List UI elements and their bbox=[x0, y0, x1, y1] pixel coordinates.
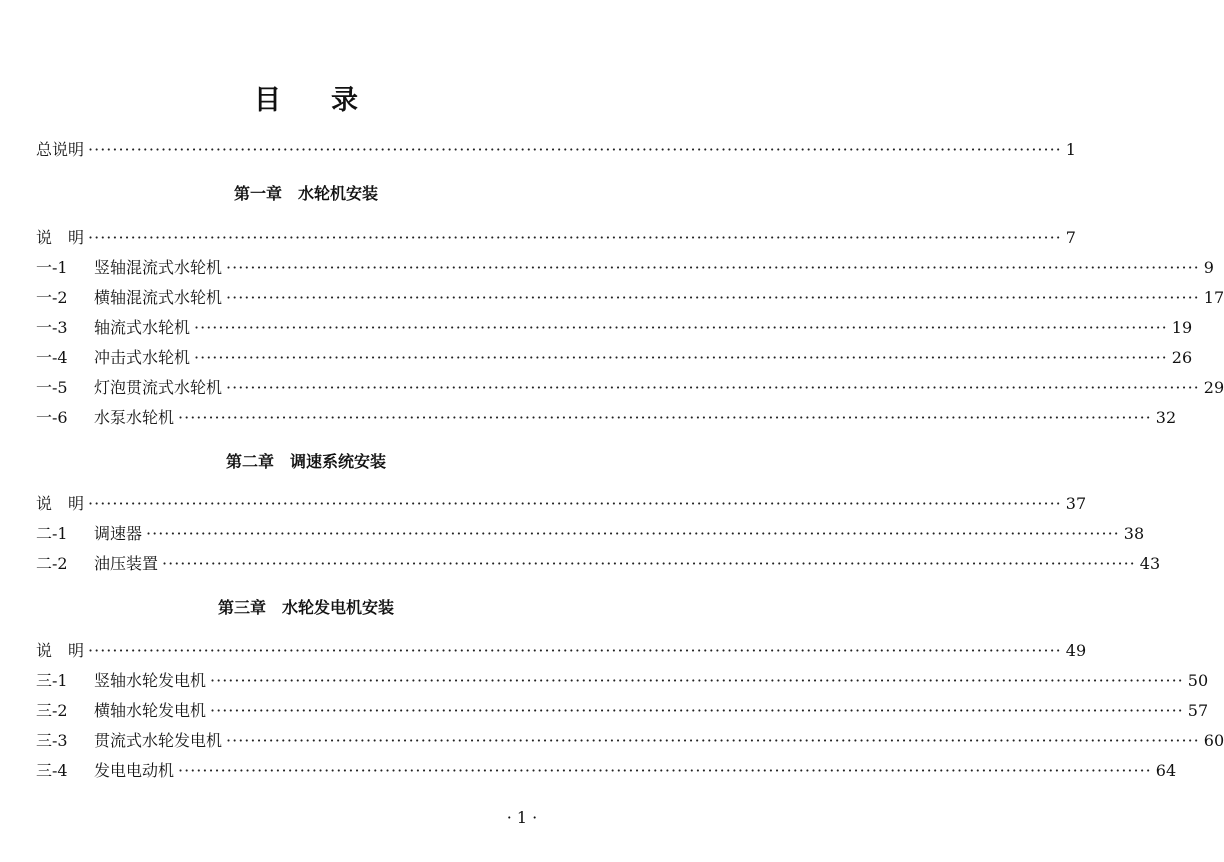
leader-dots: ································································································································································ bbox=[162, 554, 1136, 573]
page-number: · 1 · bbox=[506, 808, 538, 827]
toc-entry-page: 60 bbox=[1203, 731, 1224, 750]
toc-entry-label: 贯流式水轮发电机 bbox=[94, 731, 223, 750]
toc-entry-ch2-intro[interactable] bbox=[36, 494, 1087, 514]
toc-entry-1-6[interactable] bbox=[36, 408, 1177, 428]
leader-dots: ································································································································································ bbox=[226, 731, 1200, 750]
toc-entry-ch1-intro[interactable] bbox=[36, 228, 1076, 248]
leader-dots: ································································································································································ bbox=[88, 140, 1062, 159]
leader-dots: ································································································································································ bbox=[88, 494, 1062, 513]
toc-entry-label: 冲击式水轮机 bbox=[94, 348, 191, 367]
leader-dots: ································································································································································ bbox=[88, 641, 1062, 660]
toc-entry-number: 一-3 bbox=[36, 318, 68, 337]
toc-entry-1-3[interactable] bbox=[36, 318, 1193, 338]
toc-entry-label: 竖轴混流式水轮机 bbox=[94, 258, 223, 277]
toc-entry-label: 轴流式水轮机 bbox=[94, 318, 191, 337]
toc-entry-page: 50 bbox=[1187, 671, 1209, 690]
chapter-heading-1 bbox=[0, 184, 612, 204]
chapter-title: 水轮发电机安装 bbox=[282, 598, 395, 617]
toc-entry-page: 49 bbox=[1065, 641, 1087, 660]
toc-entry-label: 说 明 bbox=[36, 494, 85, 513]
toc-entry-number: 一-4 bbox=[36, 348, 68, 367]
toc-entry-ch3-intro[interactable] bbox=[36, 641, 1087, 661]
leader-dots: ································································································································································ bbox=[210, 701, 1184, 720]
leader-dots: ································································································································································ bbox=[194, 348, 1168, 367]
toc-entry-number: 二-2 bbox=[36, 554, 68, 573]
chapter-number: 第三章 bbox=[217, 598, 266, 617]
toc-entry-number: 一-1 bbox=[36, 258, 68, 277]
toc-entry-number: 二-1 bbox=[36, 524, 68, 543]
toc-entry-label: 说 明 bbox=[36, 641, 85, 660]
leader-dots: ································································································································································ bbox=[88, 228, 1062, 247]
toc-entry-page: 57 bbox=[1187, 701, 1209, 720]
toc-entry-number: 一-5 bbox=[36, 378, 68, 397]
toc-entry-1-5[interactable] bbox=[36, 378, 1224, 398]
toc-entry-page: 19 bbox=[1171, 318, 1193, 337]
chapter-heading-2 bbox=[0, 452, 612, 472]
leader-dots: ································································································································································ bbox=[178, 761, 1152, 780]
toc-entry-3-1[interactable] bbox=[36, 671, 1209, 691]
toc-entry-1-2[interactable] bbox=[36, 288, 1224, 308]
leader-dots: ································································································································································ bbox=[178, 408, 1152, 427]
leader-dots: ································································································································································ bbox=[226, 288, 1200, 307]
page-title bbox=[0, 78, 612, 117]
toc-entry-page: 17 bbox=[1203, 288, 1224, 307]
toc-entry-label: 说 明 bbox=[36, 228, 85, 247]
toc-entry-page: 7 bbox=[1065, 228, 1076, 247]
toc-entry-2-2[interactable] bbox=[36, 554, 1161, 574]
toc-entry-page: 38 bbox=[1123, 524, 1145, 543]
leader-dots: ································································································································································ bbox=[210, 671, 1184, 690]
toc-entry-1-4[interactable] bbox=[36, 348, 1193, 368]
toc-entry-label: 油压装置 bbox=[94, 554, 159, 573]
toc-entry-label: 总说明 bbox=[36, 140, 85, 159]
toc-entry-number: 三-3 bbox=[36, 731, 68, 750]
toc-entry-label: 水泵水轮机 bbox=[94, 408, 175, 427]
chapter-number: 第二章 bbox=[225, 452, 274, 471]
title-char-1: 目 bbox=[254, 85, 281, 117]
leader-dots: ································································································································································ bbox=[226, 258, 1200, 277]
toc-entry-page: 37 bbox=[1065, 494, 1087, 513]
toc-entry-label: 灯泡贯流式水轮机 bbox=[94, 378, 223, 397]
chapter-number: 第一章 bbox=[233, 184, 282, 203]
leader-dots: ································································································································································ bbox=[146, 524, 1120, 543]
toc-entry-3-4[interactable] bbox=[36, 761, 1177, 781]
chapter-title: 调速系统安装 bbox=[290, 452, 387, 471]
toc-entry-page: 32 bbox=[1155, 408, 1177, 427]
toc-entry-label: 竖轴水轮发电机 bbox=[94, 671, 207, 690]
toc-entry-number: 三-1 bbox=[36, 671, 68, 690]
title-char-2: 录 bbox=[331, 85, 358, 117]
toc-entry-number: 三-4 bbox=[36, 761, 68, 780]
toc-entry-page: 1 bbox=[1065, 140, 1076, 159]
toc-entry-page: 29 bbox=[1203, 378, 1224, 397]
toc-entry-3-2[interactable] bbox=[36, 701, 1209, 721]
toc-entry-3-3[interactable] bbox=[36, 731, 1224, 751]
toc-entry-label: 调速器 bbox=[94, 524, 143, 543]
toc-entry-general[interactable] bbox=[36, 140, 1076, 160]
toc-entry-label: 横轴混流式水轮机 bbox=[94, 288, 223, 307]
toc-entry-page: 9 bbox=[1203, 258, 1214, 277]
chapter-heading-3 bbox=[0, 598, 612, 618]
toc-entry-2-1[interactable] bbox=[36, 524, 1145, 544]
leader-dots: ································································································································································ bbox=[226, 378, 1200, 397]
toc-entry-label: 横轴水轮发电机 bbox=[94, 701, 207, 720]
toc-entry-label: 发电电动机 bbox=[94, 761, 175, 780]
toc-entry-page: 64 bbox=[1155, 761, 1177, 780]
chapter-title: 水轮机安装 bbox=[298, 184, 379, 203]
toc-entry-number: 三-2 bbox=[36, 701, 68, 720]
toc-entry-number: 一-6 bbox=[36, 408, 68, 427]
leader-dots: ································································································································································ bbox=[194, 318, 1168, 337]
toc-entry-number: 一-2 bbox=[36, 288, 68, 307]
toc-entry-1-1[interactable] bbox=[36, 258, 1214, 278]
toc-entry-page: 26 bbox=[1171, 348, 1193, 367]
toc-entry-page: 43 bbox=[1139, 554, 1161, 573]
